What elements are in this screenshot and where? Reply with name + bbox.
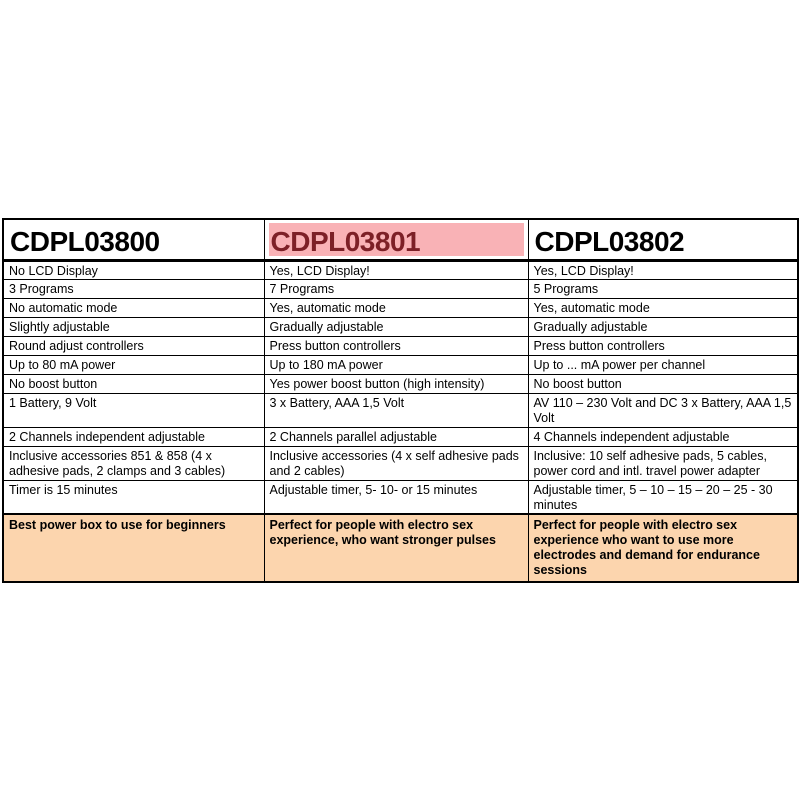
summary-cell: Perfect for people with electro sex experience who want to use more electrodes and demand for endurance sessions [528, 514, 798, 582]
table-row-adjustability [3, 318, 798, 337]
table-cell: No boost button [3, 375, 264, 394]
table-cell: Inclusive accessories 851 & 858 (4 x adhesive pads, 2 clamps and 3 cables) [3, 447, 264, 481]
column-header-label: CDPL03801 [270, 226, 421, 257]
summary-cell: Perfect for people with electro sex experience, who want stronger pulses [264, 514, 528, 582]
table-cell: Round adjust controllers [3, 337, 264, 356]
product-comparison-table [2, 218, 799, 583]
table-cell: 4 Channels independent adjustable [528, 428, 798, 447]
column-header-label: CDPL03800 [10, 226, 160, 257]
table-row-summary [3, 514, 798, 582]
table-cell: 1 Battery, 9 Volt [3, 394, 264, 428]
table-cell: Press button controllers [264, 337, 528, 356]
table-cell: 2 Channels parallel adjustable [264, 428, 528, 447]
table-cell: Slightly adjustable [3, 318, 264, 337]
table-cell: Yes, automatic mode [264, 299, 528, 318]
table-cell: 3 Programs [3, 280, 264, 299]
table-cell: Up to 180 mA power [264, 356, 528, 375]
column-header-cdpl03802 [528, 219, 798, 261]
table-row-channels [3, 428, 798, 447]
table-cell: 5 Programs [528, 280, 798, 299]
table-cell: No boost button [528, 375, 798, 394]
column-header-cdpl03801 [264, 219, 528, 261]
table-cell: Adjustable timer, 5 – 10 – 15 – 20 – 25 - 30 minutes [528, 481, 798, 515]
table-cell: Yes, LCD Display! [528, 261, 798, 280]
table-cell: Yes, LCD Display! [264, 261, 528, 280]
table-row-lcd-display [3, 261, 798, 280]
table-cell: Gradually adjustable [264, 318, 528, 337]
table-row-programs [3, 280, 798, 299]
table-row-automatic-mode [3, 299, 798, 318]
table-cell: Press button controllers [528, 337, 798, 356]
header-row [3, 219, 798, 261]
column-header-cdpl03800 [3, 219, 264, 261]
table-cell: Yes power boost button (high intensity) [264, 375, 528, 394]
table-cell: No LCD Display [3, 261, 264, 280]
table-row-power [3, 356, 798, 375]
table-cell: Inclusive: 10 self adhesive pads, 5 cables, power cord and intl. travel power adapter [528, 447, 798, 481]
table-cell: 2 Channels independent adjustable [3, 428, 264, 447]
column-header-label: CDPL03802 [534, 226, 685, 257]
summary-cell: Best power box to use for beginners [3, 514, 264, 582]
table-cell: 3 x Battery, AAA 1,5 Volt [264, 394, 528, 428]
table-row-battery [3, 394, 798, 428]
table-cell: Timer is 15 minutes [3, 481, 264, 515]
table-row-controllers [3, 337, 798, 356]
table-row-boost-button [3, 375, 798, 394]
table-cell: Adjustable timer, 5- 10- or 15 minutes [264, 481, 528, 515]
table-cell: Gradually adjustable [528, 318, 798, 337]
table-cell: Inclusive accessories (4 x self adhesive pads and 2 cables) [264, 447, 528, 481]
table-cell: Yes, automatic mode [528, 299, 798, 318]
table-cell: 7 Programs [264, 280, 528, 299]
table-cell: Up to 80 mA power [3, 356, 264, 375]
table-cell: Up to ... mA power per channel [528, 356, 798, 375]
table-row-timer [3, 481, 798, 515]
table-cell: AV 110 – 230 Volt and DC 3 x Battery, AAA 1,5 Volt [528, 394, 798, 428]
table-row-accessories [3, 447, 798, 481]
table-cell: No automatic mode [3, 299, 264, 318]
